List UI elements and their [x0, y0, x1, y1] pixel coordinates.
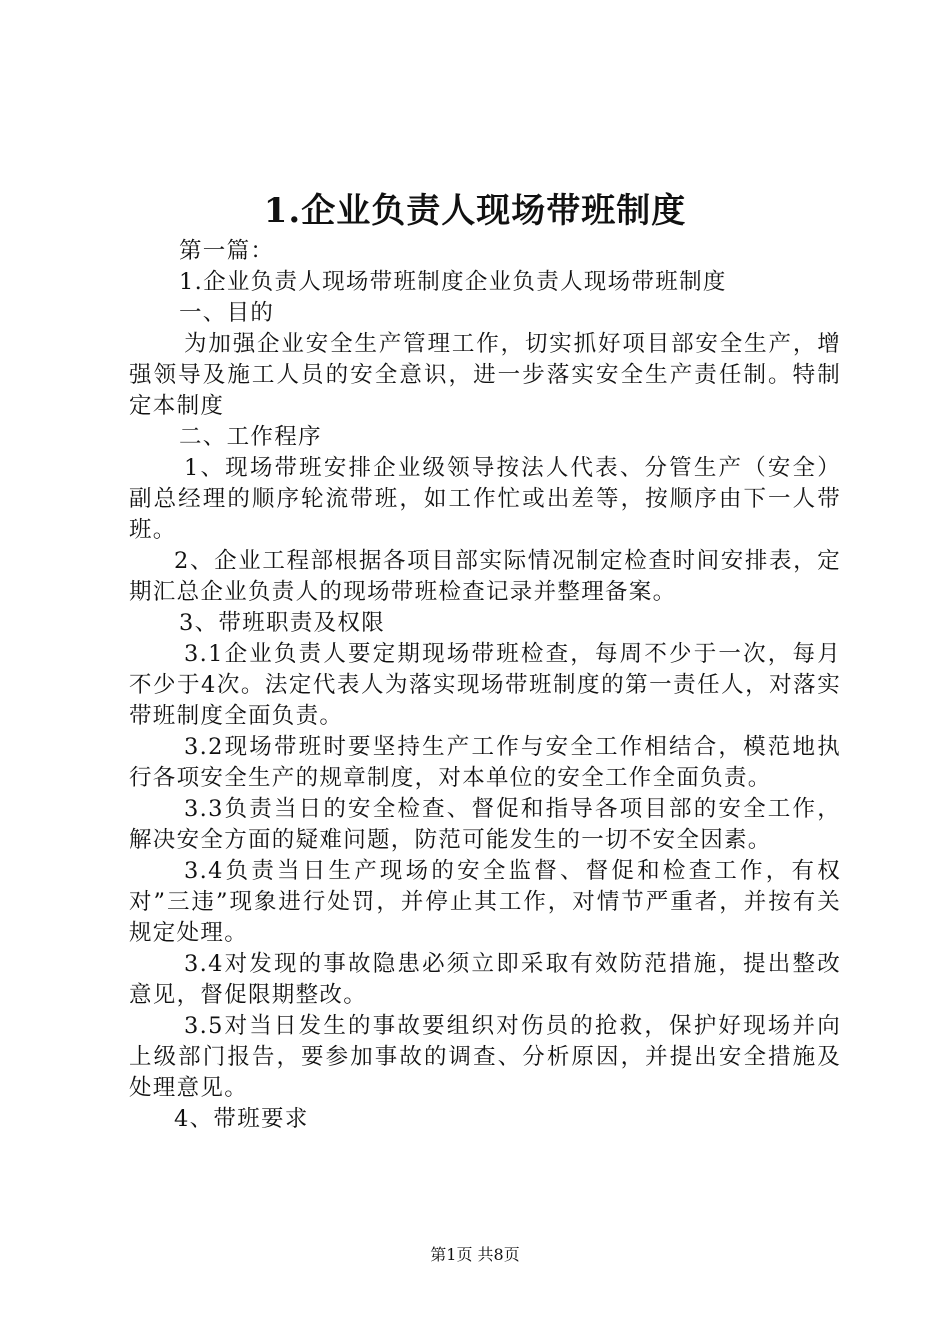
paragraph: 一、目的: [179, 300, 275, 326]
paragraph: 3.1企业负责人要定期现场带班检查，每周不少于一次，每月不少于4次。法定代表人为落实现场带班制度的第一责任人，对落实带班制度全面负责。: [129, 641, 841, 729]
paragraph: 二、工作程序: [179, 424, 322, 450]
paragraph: 3.4负责当日生产现场的安全监督、督促和检查工作，有权对”三违”现象进行处罚，并停止其工作，对情节严重者，并按有关规定处理。: [129, 858, 841, 946]
paragraph: 3、带班职责及权限: [179, 610, 386, 636]
paragraph: 3.4对发现的事故隐患必须立即采取有效防范措施，提出整改意见，督促限期整改。: [129, 951, 841, 1008]
paragraph: 1、现场带班安排企业级领导按法人代表、分管生产（安全）副总经理的顺序轮流带班，如工作忙或出差等，按顺序由下一人带班。: [129, 455, 841, 543]
paragraph: 第一篇：: [179, 238, 275, 264]
paragraph: 1.企业负责人现场带班制度企业负责人现场带班制度: [179, 269, 727, 295]
paragraph: 2、企业工程部根据各项目部实际情况制定检查时间安排表，定期汇总企业负责人的现场带班检查记录并整理备案。: [129, 548, 841, 605]
paragraph: 3.2现场带班时要坚持生产工作与安全工作相结合，模范地执行各项安全生产的规章制度，对本单位的安全工作全面负责。: [129, 734, 841, 791]
document-body: [129, 236, 841, 1135]
paragraph: 3.3负责当日的安全检查、督促和指导各项目部的安全工作，解决安全方面的疑难问题，防范可能发生的一切不安全因素。: [129, 796, 841, 853]
paragraph: 3.5对当日发生的事故要组织对伤员的抢救，保护好现场并向上级部门报告，要参加事故的调查、分析原因，并提出安全措施及处理意见。: [129, 1013, 841, 1101]
paragraph: 4、带班要求: [174, 1106, 309, 1132]
document-title: 1.企业负责人现场带班制度: [263, 191, 687, 231]
page-footer: 第1页 共8页: [430, 1245, 520, 1264]
paragraph: 为加强企业安全生产管理工作，切实抓好项目部安全生产，增强领导及施工人员的安全意识，进一步落实安全生产责任制。特制定本制度: [129, 331, 841, 419]
